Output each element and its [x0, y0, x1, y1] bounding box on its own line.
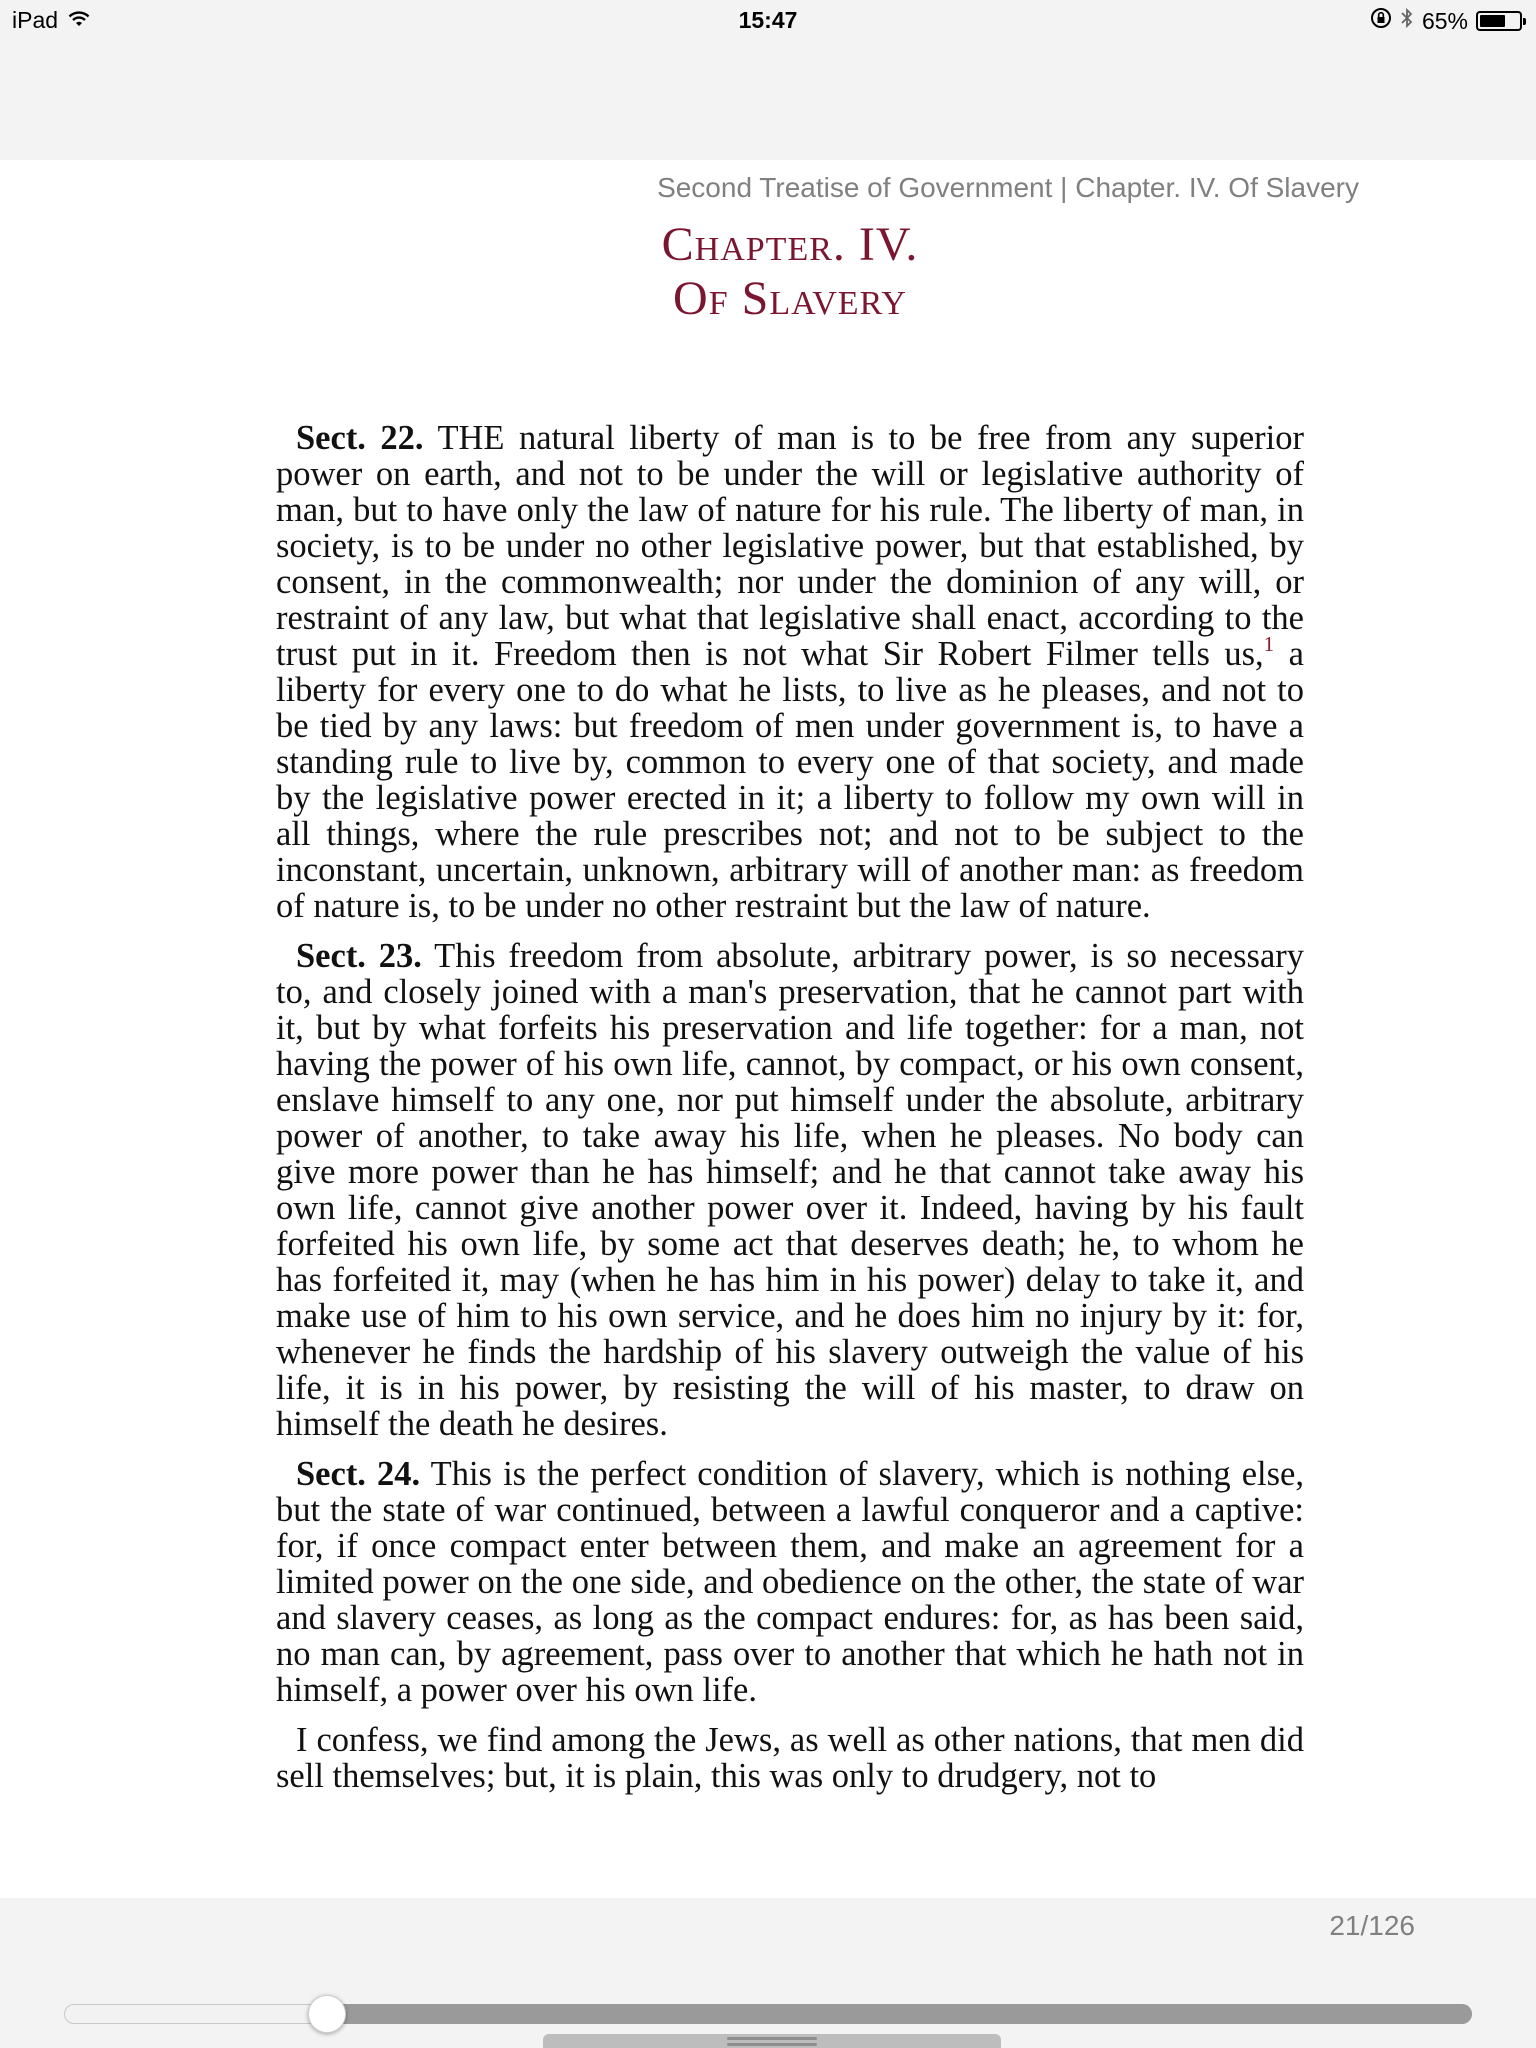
- status-time: 15:47: [738, 7, 798, 33]
- battery-percent: 65%: [1421, 7, 1468, 34]
- chapter-title-line1: Chapter. IV.: [661, 218, 919, 271]
- page-slider-thumb[interactable]: [308, 1995, 346, 2033]
- running-header: Second Treatise of Government | Chapter. IV. Of Slavery: [657, 172, 1359, 203]
- footnote-link[interactable]: 1: [1263, 632, 1275, 656]
- status-right: [1370, 7, 1522, 35]
- grip-line: [727, 2043, 817, 2046]
- chapter-title: [0, 218, 1536, 326]
- paragraph-text: I confess, we find among the Jews, as well as other nations, that men did sell themselves; but, it is plain, this was only to drudgery, not to: [276, 1721, 1304, 1795]
- battery-level-fill: [1480, 15, 1505, 27]
- chapter-title-line2: Of Slavery: [673, 272, 907, 325]
- paragraph-text: This freedom from absolute, arbitrary power, is so necessary to, and closely joined with a man's preservation, that he cannot part with it, but by what forfeits his preservation and life together: for a man, not having the power of his own life, cannot, by compact, or his own consent, enslave himself to any one, nor put himself under the absolute, arbitrary power of another, to take away his life, when he pleases. No body can give more power than he has himself; and he that cannot take away his own life, cannot give another power over it. Indeed, having by his fault forfeited his own life, by some act that deserves death; he, to whom he has forfeited it, may (when he has him in his power) delay to take it, and make use of him to his own service, and he does him no injury by it: for, whenever he finds the hardship of his slavery outweigh the value of his life, it is in his power, by resisting the will of his master, to draw on himself the death he desires.: [276, 937, 1304, 1443]
- section-label: Sect. 23.: [296, 937, 422, 975]
- bluetooth-icon: [1400, 7, 1414, 35]
- paragraph-text: THE natural liberty of man is to be free from any superior power on earth, and not to be under the will or legislative authority of man, but to have only the law of nature for his rule. The liberty of man, in society, is to be under no other legislative power, but that established, by consent, in the commonwealth; nor under the dominion of any will, or restraint of any law, but what that legislative shall enact, according to the trust put in it. Freedom then is not what Sir Robert Filmer tells us,: [276, 419, 1304, 673]
- book-text: [276, 420, 1304, 1808]
- page-counter: 21/126: [1329, 1910, 1415, 1941]
- bottom-bar: [0, 1898, 1536, 2048]
- page-slider-remaining[interactable]: [327, 2004, 1472, 2024]
- reader-toolbar[interactable]: [0, 40, 1536, 160]
- paragraph-sect-22: [276, 420, 1304, 924]
- paragraph-text: This is the perfect condition of slavery, which is nothing else, but the state of war continued, between a lawful conqueror and a captive: for, if once compact enter between them, and make an agreement for a limited power on the one side, and obedience on the other, the state of war and slavery ceases, as long as the compact endures: for, as has been said, no man can, by agreement, pass over to another that which he hath not in himself, a power over his own life.: [276, 1455, 1304, 1709]
- paragraph-continued: [276, 1722, 1304, 1794]
- battery-icon: [1476, 11, 1522, 31]
- paragraph-text: a liberty for every one to do what he lists, to live as he pleases, and not to be tied by any laws: but freedom of men under government is, to have a standing rule to live by, common to every one of that society, and made by the legislative power erected in it; a liberty to follow my own will in all things, where the rule prescribes not; and not to be subject to the inconstant, uncertain, unknown, arbitrary will of another man: as freedom of nature is, to be under no other restraint but the law of nature.: [276, 635, 1304, 925]
- device-name: iPad: [12, 7, 59, 33]
- paragraph-sect-23: [276, 938, 1304, 1442]
- status-bar: [0, 0, 1536, 40]
- drawer-handle[interactable]: [543, 2034, 1001, 2048]
- orientation-lock-icon: [1370, 7, 1392, 35]
- grip-line: [727, 2037, 817, 2040]
- paragraph-sect-24: [276, 1456, 1304, 1708]
- section-label: Sect. 24.: [296, 1455, 421, 1493]
- section-label: Sect. 22.: [296, 419, 424, 457]
